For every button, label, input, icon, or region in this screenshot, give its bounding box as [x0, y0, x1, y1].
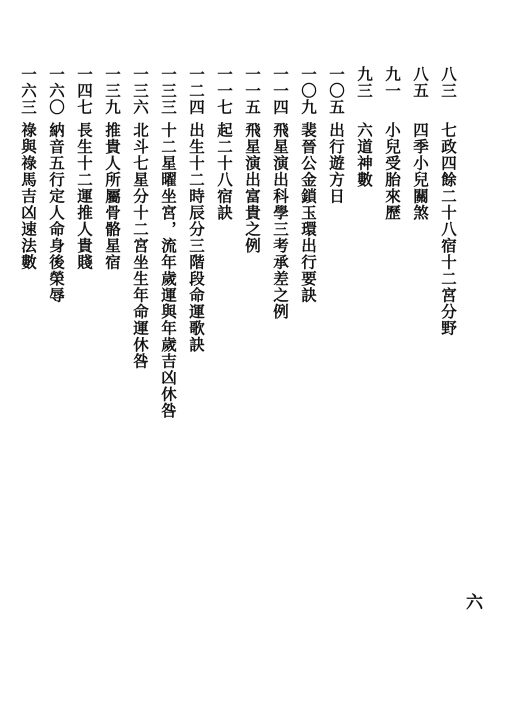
toc-entry — [128, 66, 152, 526]
entry-page-number: 一四七 — [75, 66, 94, 116]
entry-title: 四季小兒關煞 — [411, 122, 430, 221]
entry-page-number: 一一四 — [271, 66, 290, 116]
entry-page-number: 一一五 — [243, 66, 262, 116]
toc-entry — [324, 66, 348, 526]
entry-title: 飛星演出富貴之例 — [243, 122, 262, 254]
entry-page-number: 一〇五 — [327, 66, 346, 116]
entry-page-number: 一三六 — [131, 66, 150, 116]
entry-title: 裴晉公金鎖玉環出行要訣 — [299, 122, 318, 304]
entry-title: 七政四餘二十八宿十二宮分野 — [439, 122, 458, 337]
table-of-contents — [16, 66, 460, 526]
entry-title: 北斗七星分十二宮坐生年命運休咎 — [131, 122, 150, 370]
toc-entry — [212, 66, 236, 526]
toc-entry — [268, 66, 292, 526]
toc-entry — [436, 66, 460, 526]
entry-page-number: 一六三 — [19, 66, 38, 116]
toc-entry — [184, 66, 208, 526]
entry-page-number: 九一 — [383, 66, 402, 99]
entry-page-number: 九三 — [355, 66, 374, 99]
toc-entry — [352, 66, 376, 526]
entry-title: 納音五行定人命身後榮辱 — [47, 122, 66, 304]
entry-title: 出行遊方日 — [327, 122, 346, 205]
toc-entry — [408, 66, 432, 526]
entry-title: 出生十二時辰分三階段命運歌訣 — [187, 122, 206, 353]
entry-title: 飛星演出科學三考承差之例 — [271, 122, 290, 320]
toc-entry — [72, 66, 96, 526]
entry-title: 六道神數 — [355, 122, 374, 188]
page-number: 六 — [466, 593, 483, 613]
entry-title: 起二十八宿訣 — [215, 122, 234, 221]
toc-entry — [156, 66, 180, 526]
entry-title: 小兒受胎來歷 — [383, 122, 402, 221]
entry-page-number: 一六〇 — [47, 66, 66, 116]
toc-entry — [380, 66, 404, 526]
entry-page-number: 八三 — [439, 66, 458, 99]
entry-title: 長生十二運推人貴賤 — [75, 122, 94, 271]
toc-entry — [240, 66, 264, 526]
entry-page-number: 一二四 — [187, 66, 206, 116]
toc-entry — [16, 66, 40, 526]
entry-page-number: 一三九 — [103, 66, 122, 116]
entry-page-number: 一三三 — [159, 66, 178, 116]
entry-title: 祿與祿馬吉凶速法數 — [19, 122, 38, 271]
entry-page-number: 一一七 — [215, 66, 234, 116]
toc-entry — [44, 66, 68, 526]
entry-page-number: 八五 — [411, 66, 430, 99]
entry-title: 推貴人所屬骨骼星宿 — [103, 122, 122, 271]
toc-entry — [100, 66, 124, 526]
entry-title: 十二星曜坐宮，流年歲運與年歲吉凶休咎 — [159, 122, 178, 419]
toc-entry — [296, 66, 320, 526]
entry-page-number: 一〇九 — [299, 66, 318, 116]
